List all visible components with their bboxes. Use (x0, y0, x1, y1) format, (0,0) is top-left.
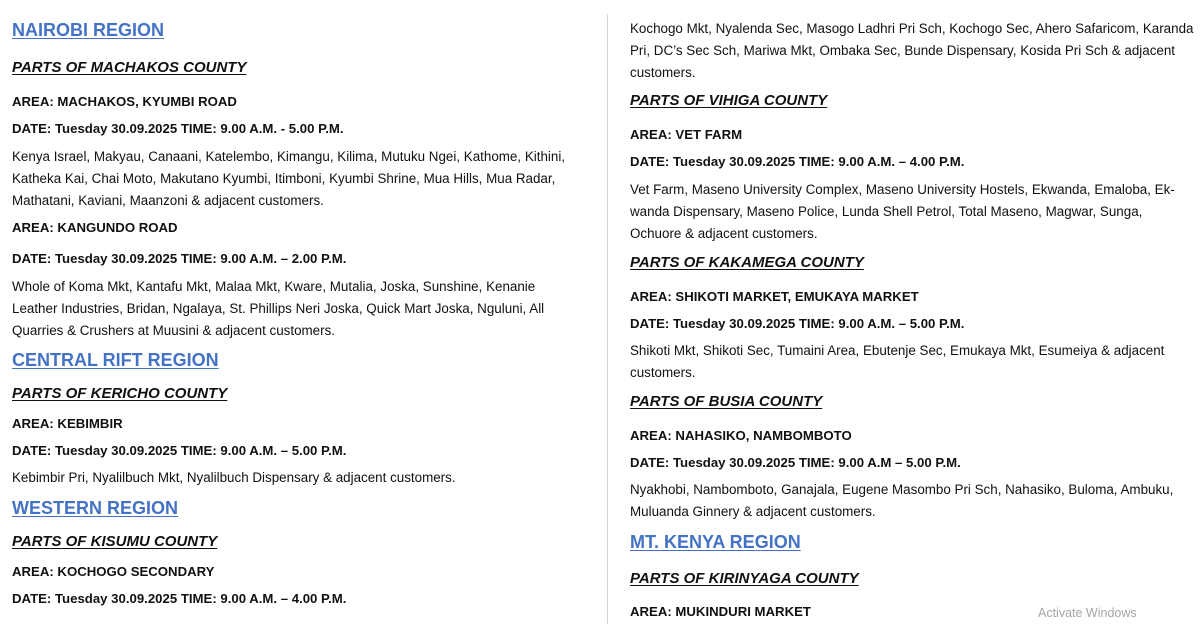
county-heading-kakamega: PARTS OF KAKAMEGA COUNTY (630, 254, 864, 271)
region-heading-central-rift: CENTRAL RIFT REGION (12, 350, 219, 370)
county-heading-vihiga: PARTS OF VIHIGA COUNTY (630, 92, 828, 109)
region-heading-mt-kenya: MT. KENYA REGION (630, 532, 801, 552)
date-time-label: DATE: Tuesday 30.09.2025 TIME: 9.00 A.M. - 5.00 P.M. (12, 121, 344, 136)
county-heading-machakos: PARTS OF MACHAKOS COUNTY (12, 59, 247, 76)
date-time-label: DATE: Tuesday 30.09.2025 TIME: 9.00 A.M. – 5.00 P.M. (630, 316, 965, 331)
county-heading-kisumu: PARTS OF KISUMU COUNTY (12, 533, 218, 550)
date-time-label: DATE: Tuesday 30.09.2025 TIME: 9.00 A.M. – 5.00 P.M. (12, 443, 347, 458)
affected-places-text: Kebimbir Pri, Nyalilbuch Mkt, Nyalilbuch Dispensary & adjacent customers. (12, 470, 456, 485)
county-heading-kericho: PARTS OF KERICHO COUNTY (12, 385, 228, 402)
area-label: AREA: VET FARM (630, 127, 743, 142)
affected-places-text: Kenya Israel, Makyau, Canaani, Katelembo, Kimangu, Kilima, Mutuku Ngei, Kathome, Kithini, Katheka Kai, Chai Moto, Makutano Kyumbi, Itimboni, Kyumbi Shrine, Mua Hills, Mua Radar, Mathatani, Kaviani, Maanzoni & adjacent customers. (12, 149, 566, 208)
region-heading-western: WESTERN REGION (12, 498, 179, 518)
area-label: AREA: NAHASIKO, NAMBOMBOTO (630, 428, 852, 443)
affected-places-text: Vet Farm, Maseno University Complex, Maseno University Hostels, Ekwanda, Emaloba, Ek-wanda Dispensary, Maseno Police, Lunda Shell Petrol, Total Maseno, Magwar, Sunga, Ochuore & adjacent customers. (630, 182, 1175, 241)
area-label: AREA: KEBIMBIR (12, 416, 123, 431)
area-label: AREA: MACHAKOS, KYUMBI ROAD (12, 94, 237, 109)
date-time-label: DATE: Tuesday 30.09.2025 TIME: 9.00 A.M. – 2.00 P.M. (12, 251, 347, 266)
affected-places-text: Whole of Koma Mkt, Kantafu Mkt, Malaa Mkt, Kware, Mutalia, Joska, Sunshine, Kenanie Leather Industries, Bridan, Ngalaya, St. Phillips Neri Joska, Quick Mart Joska, Nguluni, All Quarries & Crushers at Muusini & adjacent customers. (12, 279, 545, 338)
date-time-label: DATE: Tuesday 30.09.2025 TIME: 9.00 A.M. – 4.00 P.M. (630, 154, 965, 169)
area-label: AREA: SHIKOTI MARKET, EMUKAYA MARKET (630, 289, 919, 304)
area-label: AREA: MUKINDURI MARKET (630, 604, 811, 619)
region-heading-nairobi: NAIROBI REGION (12, 20, 165, 40)
affected-places-text: Kochogo Mkt, Nyalenda Sec, Masogo Ladhri Pri Sch, Kochogo Sec, Ahero Safaricom, Karanda Pri, DC’s Sec Sch, Mariwa Mkt, Ombaka Sec, Bunde Dispensary, Kosida Pri Sch & adjacent customers. (630, 21, 1194, 80)
date-time-label: DATE: Tuesday 30.09.2025 TIME: 9.00 A.M – 5.00 P.M. (630, 455, 961, 470)
area-label: AREA: KANGUNDO ROAD (12, 220, 178, 235)
activate-windows-watermark: Activate Windows (1038, 606, 1137, 620)
date-time-label: DATE: Tuesday 30.09.2025 TIME: 9.00 A.M. – 4.00 P.M. (12, 591, 347, 606)
affected-places-text: Nyakhobi, Nambomboto, Ganajala, Eugene Masombo Pri Sch, Nahasiko, Buloma, Ambuku, Muluanda Ginnery & adjacent customers. (630, 482, 1174, 519)
area-label: AREA: KOCHOGO SECONDARY (12, 564, 215, 579)
county-heading-kirinyaga: PARTS OF KIRINYAGA COUNTY (630, 570, 859, 587)
column-divider (607, 14, 608, 624)
county-heading-busia: PARTS OF BUSIA COUNTY (630, 393, 823, 410)
affected-places-text: Shikoti Mkt, Shikoti Sec, Tumaini Area, Ebutenje Sec, Emukaya Mkt, Esumeiya & adjacent customers. (630, 343, 1165, 380)
